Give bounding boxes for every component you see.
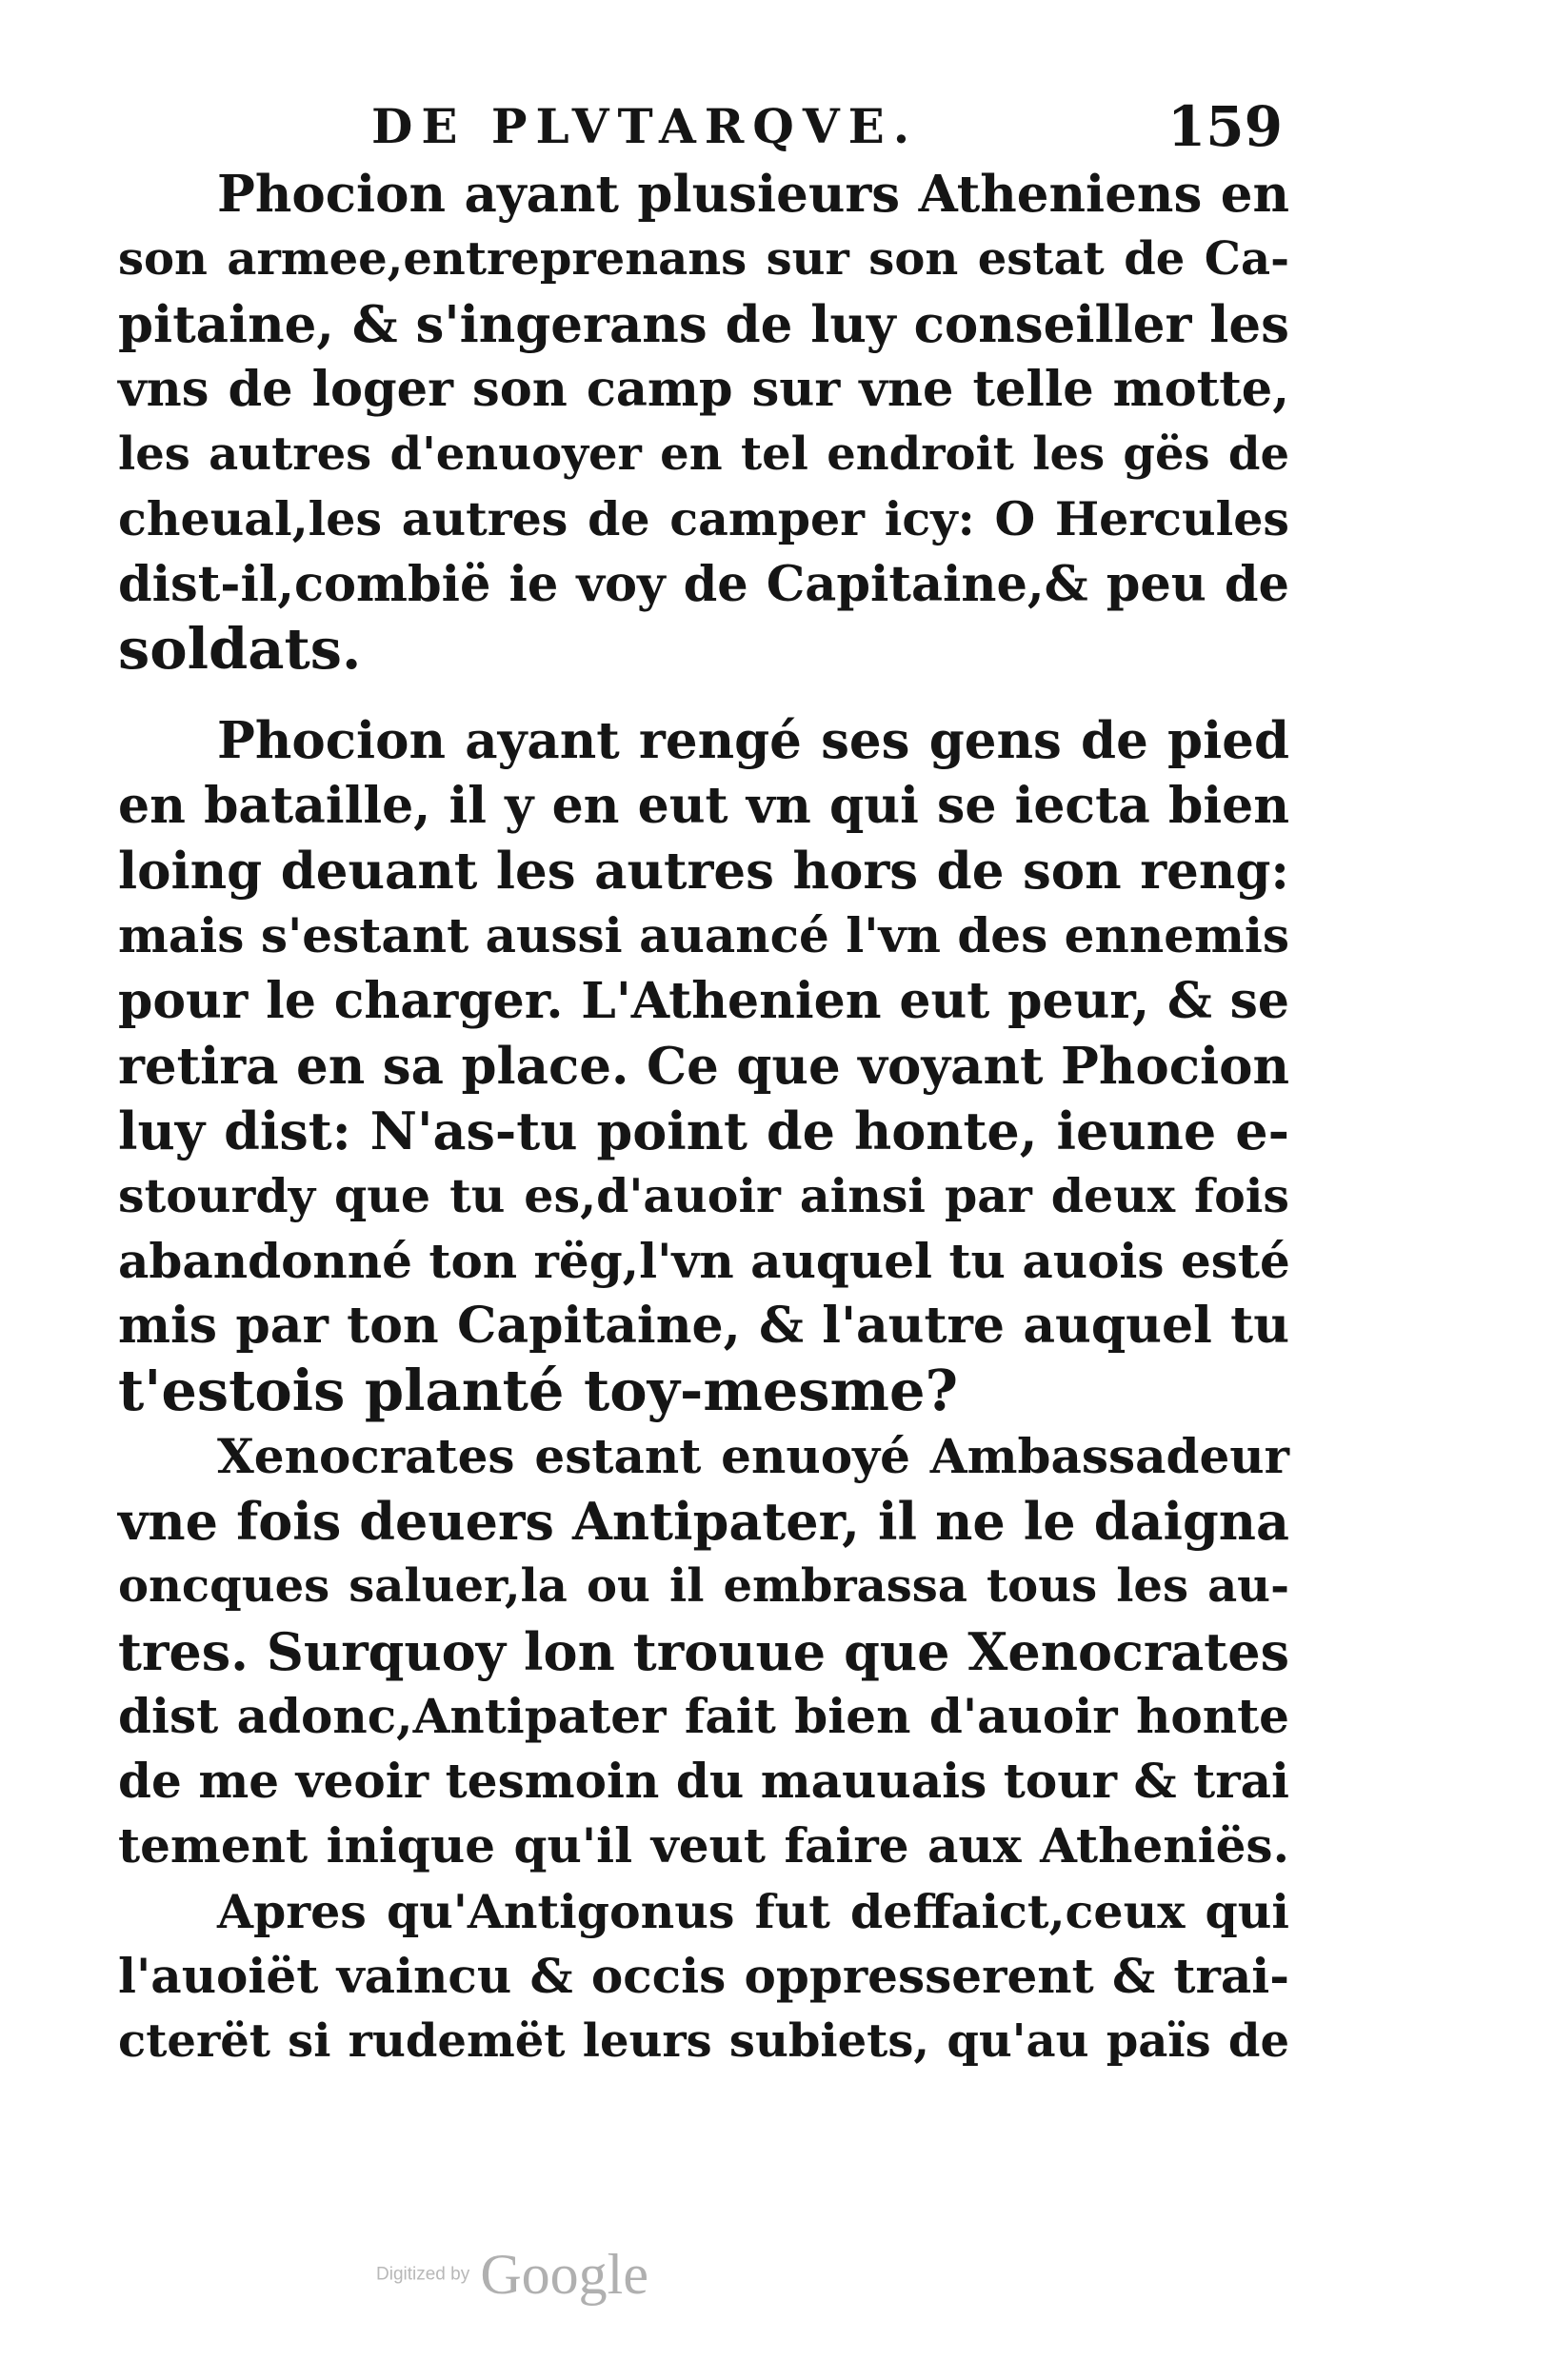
- google-logo: Google: [480, 2243, 648, 2306]
- text-line: Phocion ayant rengé ses gens de pied: [217, 711, 1289, 771]
- text-line: luy dist: N'as-tu point de honte, ieune e-: [118, 1101, 1289, 1162]
- text-line: de me veoir tesmoin du mauuais tour & trai: [118, 1753, 1289, 1810]
- digitized-by-label: Digitized by: [376, 2264, 470, 2285]
- text-line: son armee,entreprenans sur son estat de Ca-: [118, 232, 1289, 287]
- running-head: DE PLVTARQVE.: [371, 98, 919, 154]
- text-line: pitaine, & s'ingerans de luy conseiller les: [118, 294, 1289, 354]
- text-line: vne fois deuers Antipater, il ne le daigna: [118, 1490, 1289, 1552]
- text-line: dist adonc,Antipater fait bien d'auoir honte: [118, 1687, 1289, 1744]
- text-line: cheual,les autres de camper icy: O Hercules: [118, 491, 1289, 547]
- text-line: vns de loger son camp sur vne telle motte,: [118, 360, 1289, 418]
- page-number: 159: [1166, 94, 1283, 159]
- page-header: [119, 90, 1290, 157]
- text-line: pour le charger. L'Athenien eut peur, & se: [118, 971, 1289, 1030]
- paragraph-gap: [118, 682, 1289, 708]
- text-line: dist-il,combië ie voy de Capitaine,& peu de: [118, 555, 1289, 613]
- text-line: loing deuant les autres hors de son reng:: [118, 841, 1289, 901]
- text-line: les autres d'enuoyer en tel endroit les gës de: [118, 427, 1289, 482]
- digitization-watermark: [376, 2242, 648, 2306]
- text-line: tres. Surquoy lon trouue que Xenocrates: [118, 1620, 1289, 1682]
- text-line: mis par ton Capitaine, & l'autre auquel tu: [118, 1297, 1289, 1356]
- text-line: t'estois planté toy-mesme?: [118, 1358, 959, 1424]
- text-line: en bataille, il y en eut vn qui se iecta bien: [118, 776, 1289, 835]
- text-line: abandonné ton rëg,l'vn auquel tu auois esté: [118, 1232, 1290, 1289]
- text-line: mais s'estant aussi auancé l'vn des ennemis: [118, 907, 1290, 964]
- text-line: oncques saluer,la ou il embrassa tous les au-: [118, 1559, 1289, 1614]
- text-line: tement inique qu'il veut faire aux Atheniës.: [118, 1817, 1289, 1874]
- text-line: Apres qu'Antigonus fut deffaict,ceux qui: [217, 1883, 1289, 1939]
- text-line: retira en sa place. Ce que voyant Phocion: [118, 1036, 1289, 1096]
- text-line: soldats.: [118, 616, 362, 683]
- text-line: Xenocrates estant enuoyé Ambassadeur: [217, 1427, 1289, 1484]
- text-line: Phocion ayant plusieurs Atheniens en: [217, 165, 1289, 224]
- body-text: [118, 162, 1289, 2074]
- text-line: cterët si rudemët leurs subiets, qu'au païs de: [118, 2014, 1289, 2069]
- text-line: l'auoiët vaincu & occis oppresserent & trai-: [118, 1948, 1289, 2005]
- text-line: stourdy que tu es,d'auoir ainsi par deux fois: [118, 1168, 1289, 1224]
